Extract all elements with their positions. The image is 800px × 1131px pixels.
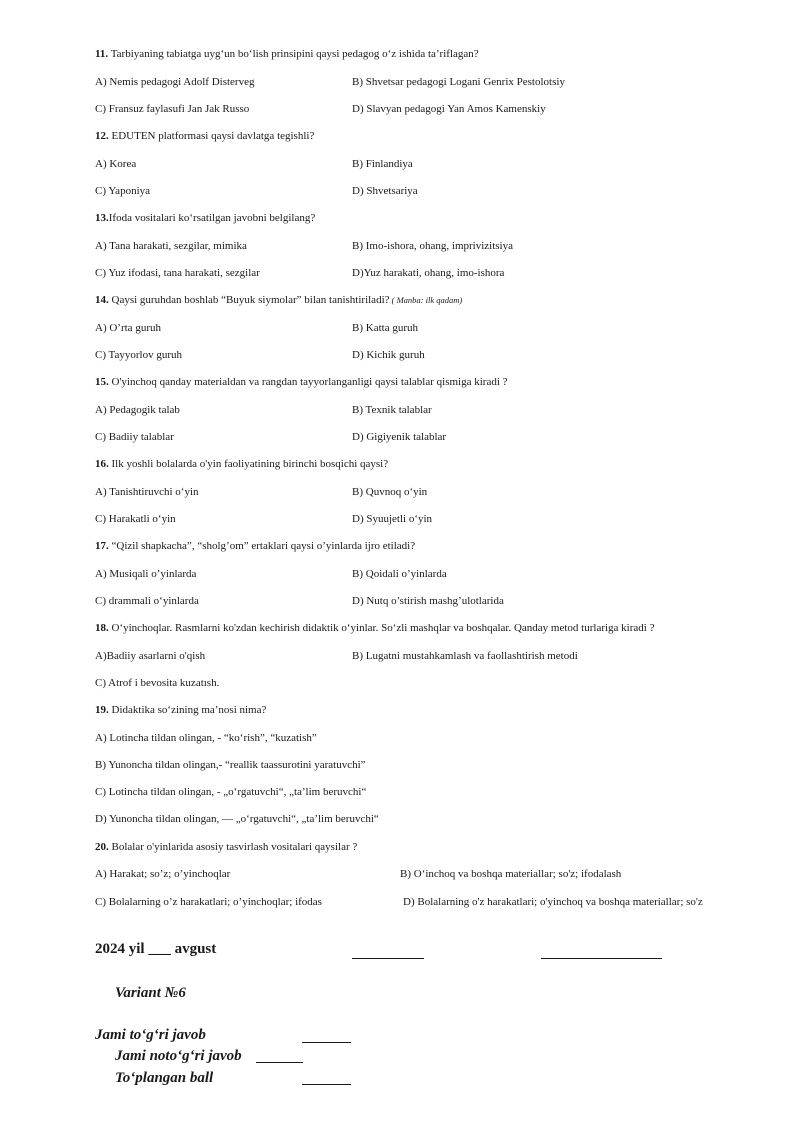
total-score-blank — [302, 1084, 351, 1085]
option-a: A) Lotincha tildan olingan, - “ko‘rish”, “kuzatish” — [95, 732, 317, 744]
wrong-answers-label: Jami noto‘g‘ri javob — [115, 1048, 242, 1064]
option-d: D) Slavyan pedagogi Yan Amos Kamenskiy — [352, 103, 546, 115]
question-text: “Qizil shapkacha”, “sholg’om” ertaklari qaysi o’yinlarda ijro etiladi? — [108, 540, 416, 552]
exam-date — [95, 941, 216, 958]
question-17 — [95, 539, 415, 553]
option-a: A)Badiiy asarlarni o'qish — [95, 650, 206, 662]
option-b: B) Imo-ishora, ohang, imprivizitsiya — [352, 240, 513, 252]
option-c: C) Atrof i bevosita kuzatısh. — [95, 677, 220, 689]
question-text: Ilk yoshli bolalarda o'yin faoliyatining birinchi bosqichi qaysi? — [108, 458, 389, 470]
source-note: ( Manba: ilk qadam) — [389, 295, 463, 305]
question-number: 12. — [95, 130, 109, 142]
question-text: O'yinchoq qanday materialdan va rangdan tayyorlanganligi qaysi talablar qismiga kiradi ? — [108, 376, 508, 388]
date-month: avgust — [170, 941, 217, 957]
name-blank — [541, 958, 662, 959]
option-c: C) Lotincha tildan olingan, - „o‘rgatuvchi“, „ta’lim beruvchi“ — [95, 786, 367, 798]
option-d: D) Shvetsariya — [352, 185, 418, 197]
option-b: B) Yunoncha tildan olingan,- “reallik taassurotini yaratuvchi” — [95, 759, 366, 771]
option-c: C) Harakatli o‘yin — [95, 513, 176, 525]
question-text: O‘yinchoqlar. Rasmlarni ko'zdan kechirish didaktik o‘yinlar. So‘zli mashqlar va boshqalar. Qanday metod turlariga kiradi ? — [108, 622, 655, 634]
question-text: Tarbiyaning tabiatga uyg‘un bo‘lish prinsipini qaysi pedagog o‘z ishida ta’riflagan? — [108, 48, 479, 60]
question-20 — [95, 840, 357, 854]
option-b: B) Lugatni mustahkamlash va faollashtirish metodi — [352, 650, 578, 662]
question-18 — [95, 621, 654, 635]
option-a: A) Nemis pedagogi Adolf Disterveg — [95, 76, 255, 88]
option-d: D) Kichik guruh — [352, 349, 425, 361]
option-c: C) Badiiy talablar — [95, 431, 174, 443]
option-d: D) Nutq o’stirish mashg’ulotlarida — [352, 595, 504, 607]
option-a: A) Pedagogik talab — [95, 404, 180, 416]
option-d: D)Yuz harakati, ohang, imo-ishora — [352, 267, 505, 279]
option-b: B) Katta guruh — [352, 322, 418, 334]
date-year: 2024 yil — [95, 941, 149, 957]
question-11 — [95, 47, 479, 61]
question-number: 18. — [95, 622, 109, 634]
option-a: A) O’rta guruh — [95, 322, 161, 334]
total-score-label: To‘plangan ball — [115, 1070, 214, 1086]
option-b: B) Texnik talablar — [352, 404, 432, 416]
question-text: Bolalar o'yinlarida asosiy tasvirlash vositalari qaysilar ? — [108, 841, 358, 853]
question-19 — [95, 703, 266, 717]
option-a: A) Musiqali o’yinlarda — [95, 568, 197, 580]
option-a: A) Tana harakati, sezgilar, mimika — [95, 240, 247, 252]
question-15 — [95, 375, 508, 389]
option-b: B) Shvetsar pedagogi Logani Genrix Pestolotsiy — [352, 76, 565, 88]
option-d: D) Yunoncha tildan olingan, — „o‘rgatuvchi“, „ta’lim beruvchi“ — [95, 813, 379, 825]
option-c: C) Yuz ifodasi, tana harakati, sezgilar — [95, 267, 260, 279]
option-d: D) Gigiyenik talablar — [352, 431, 447, 443]
question-14 — [95, 293, 462, 307]
correct-answers-label: Jami to‘g‘ri javob — [95, 1027, 206, 1043]
variant-label: Variant №6 — [115, 985, 186, 1001]
option-b: B) Quvnoq o‘yin — [352, 486, 428, 498]
question-number: 11. — [95, 48, 109, 60]
option-a: A) Tanishtiruvchi o‘yin — [95, 486, 199, 498]
question-text: Qaysi guruhdan boshlab “Buyuk siymolar” bilan tanishtiriladi? — [108, 294, 390, 306]
option-d: D) Syuujetli o‘yin — [352, 513, 433, 525]
question-number: 16. — [95, 458, 109, 470]
question-text: EDUTEN platformasi qaysi davlatga tegishli? — [108, 130, 315, 142]
signature-blank — [352, 958, 424, 959]
date-day-blank: ___ — [148, 941, 171, 957]
wrong-answers-blank — [256, 1062, 303, 1063]
option-b: B) O‘inchoq va boshqa materiallar; so'z; ifodalash — [400, 868, 622, 880]
question-number: 15. — [95, 376, 109, 388]
option-b: B) Finlandiya — [352, 158, 413, 170]
question-text: Didaktika so‘zining ma’nosi nima? — [108, 704, 267, 716]
question-number: 13. — [95, 212, 109, 224]
question-13 — [95, 211, 315, 225]
option-c: C) Bolalarning o’z harakatlari; o’yinchoqlar; ifodas — [95, 896, 322, 908]
question-number: 20. — [95, 841, 109, 853]
question-number: 17. — [95, 540, 109, 552]
option-c: C) Tayyorlov guruh — [95, 349, 183, 361]
option-d: D) Bolalarning o'z harakatlari; o'yinchoq va boshqa materiallar; so'z — [403, 896, 703, 908]
option-c: C) drammali o‘yinlarda — [95, 595, 199, 607]
correct-answers-blank — [302, 1042, 351, 1043]
question-number: 19. — [95, 704, 109, 716]
question-12 — [95, 129, 314, 143]
question-16 — [95, 457, 388, 471]
option-a: A) Korea — [95, 158, 137, 170]
question-text: Ifoda vositalari ko‘rsatilgan javobni belgilang? — [108, 212, 316, 224]
option-a: A) Harakat; so’z; o’yinchoqlar — [95, 868, 231, 880]
option-c: C) Fransuz faylasufi Jan Jak Russo — [95, 103, 250, 115]
question-number: 14. — [95, 294, 109, 306]
option-b: B) Qoidali o’yinlarda — [352, 568, 447, 580]
option-c: C) Yaponiya — [95, 185, 151, 197]
